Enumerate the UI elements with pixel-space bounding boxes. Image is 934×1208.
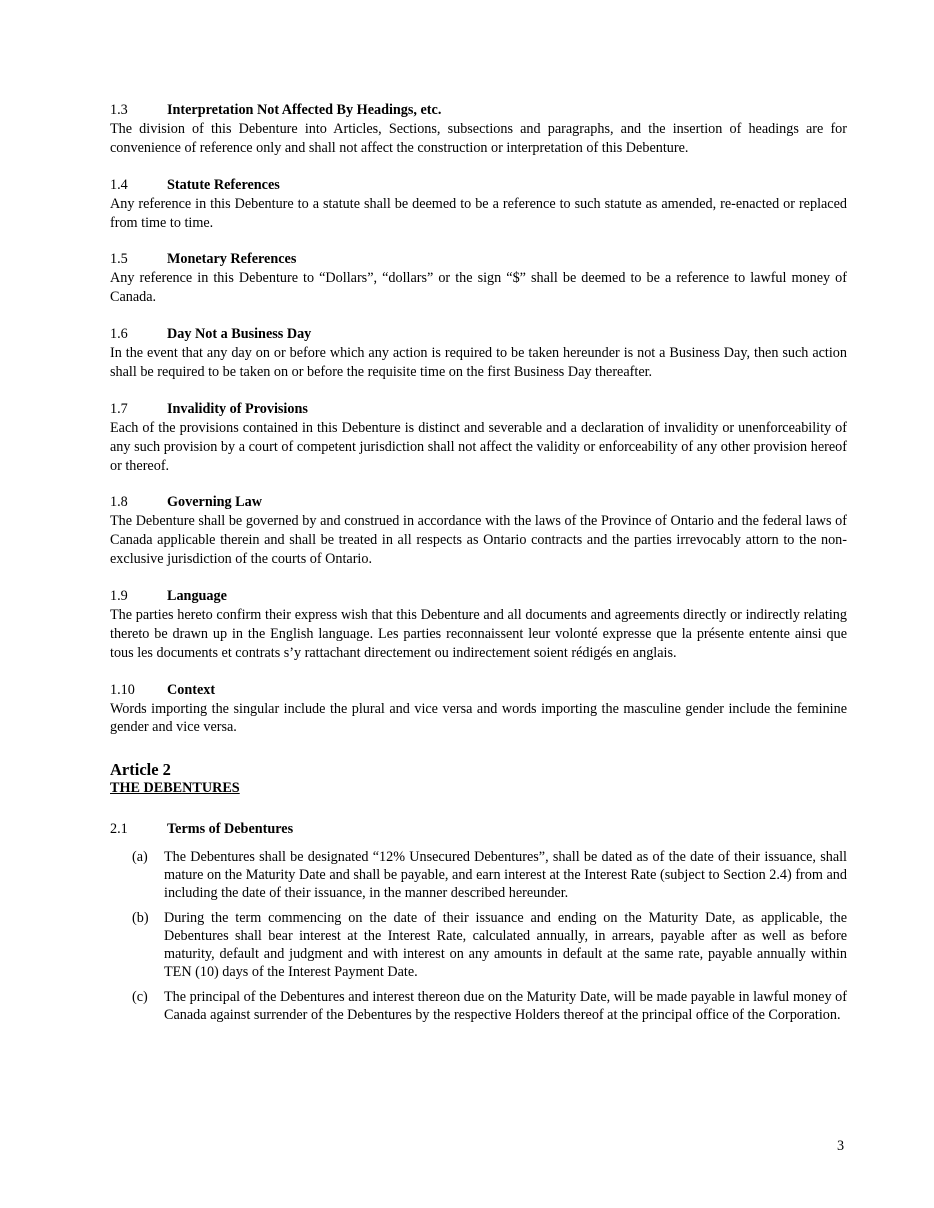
section-2-1: [110, 820, 847, 1024]
section-1-9: [110, 587, 847, 663]
section-number: 1.6: [110, 326, 128, 343]
section-1-3: [110, 101, 847, 158]
list-item: [110, 909, 847, 981]
section-body: The Debenture shall be governed by and construed in accordance with the laws of the Province of Ontario and the federal laws of Canada applicable therein and shall be treated in all respects as Ontario contracts and the parties irrevocably attorn to the non-exclusive jurisdiction of the courts of Ontario.: [110, 513, 847, 568]
section-1-8: [110, 493, 847, 569]
section-heading: [110, 681, 847, 700]
section-heading: [110, 493, 847, 512]
list-item-label: (a): [132, 849, 148, 866]
section-body: The division of this Debenture into Articles, Sections, subsections and paragraphs, and the insertion of headings are for convenience of reference only and shall not affect the construction or interpretation of this Debenture.: [110, 120, 847, 156]
section-title: Language: [167, 588, 227, 605]
section-title: Terms of Debentures: [167, 821, 294, 838]
section-number: 1.4: [110, 176, 128, 193]
section-heading: [110, 250, 847, 269]
section-title: Invalidity of Provisions: [167, 400, 308, 417]
section-heading: [110, 587, 847, 606]
section-heading: [110, 820, 847, 839]
section-body: Any reference in this Debenture to a statute shall be deemed to be a reference to such statute as amended, re-enacted or replaced from time to time.: [110, 195, 847, 231]
section-heading: [110, 325, 847, 344]
section-1-7: [110, 400, 847, 476]
term-list: [110, 848, 847, 1024]
section-number: 1.9: [110, 588, 128, 605]
list-item: [110, 988, 847, 1024]
section-1-6: [110, 325, 847, 382]
section-heading: [110, 176, 847, 195]
section-title: Statute References: [167, 176, 280, 193]
document-page: [110, 101, 847, 1031]
section-1-4: [110, 176, 847, 233]
section-1-10: [110, 681, 847, 738]
section-body: The parties hereto confirm their express wish that this Debenture and all documents and agreements directly or indirectly relating thereto be drawn up in the English language. Les parties reconnaissent leur volonté expresse que la présente entente ainsi que tous les documents et contrats s’y rattachant directement ou indirectement soient rédigés en anglais.: [110, 606, 847, 661]
section-1-5: [110, 250, 847, 307]
article-heading: [110, 760, 847, 798]
list-item-label: (b): [132, 910, 149, 927]
section-number: 1.8: [110, 494, 128, 511]
section-title: Context: [167, 681, 216, 698]
list-item-text: The Debentures shall be designated “12% Unsecured Debentures”, shall be dated as of the date of their issuance, shall mature on the Maturity Date and shall be payable, and earn interest at the Interest Rate (subject to Section 2.4) from and including the date of their issuance, in the manner described hereunder.: [164, 849, 847, 902]
section-number: 1.3: [110, 102, 128, 118]
section-body: In the event that any day on or before which any action is required to be taken hereunder is not a Business Day, then such action shall be required to be taken on or before the requisite time on the first Business Day thereafter.: [110, 345, 847, 380]
list-item: [110, 848, 847, 902]
section-body: Words importing the singular include the plural and vice versa and words importing the masculine gender include the feminine gender and vice versa.: [110, 700, 847, 736]
section-heading: [110, 400, 847, 419]
section-body: Any reference in this Debenture to “Dollars”, “dollars” or the sign “$” shall be deemed to be a reference to lawful money of Canada.: [110, 270, 847, 306]
section-body: Each of the provisions contained in this Debenture is distinct and severable and a declaration of invalidity or unenforceability of any such provision by a court of competent jurisdiction shall not affect the validity or enforceability of any other provision hereof or thereof.: [110, 419, 847, 474]
page-number: 3: [837, 1138, 845, 1154]
section-title: Monetary References: [167, 251, 297, 268]
section-number: 2.1: [110, 821, 128, 838]
section-number: 1.7: [110, 400, 128, 417]
list-item-text: The principal of the Debentures and interest thereon due on the Maturity Date, will be made payable in lawful money of Canada against surrender of the Debentures by the respective Holders thereof at the principal office of the Corporation.: [164, 989, 847, 1024]
section-title: Day Not a Business Day: [167, 326, 312, 343]
article-subtitle: THE DEBENTURES: [110, 780, 240, 797]
section-title: Interpretation Not Affected By Headings, etc.: [167, 102, 442, 118]
section-title: Governing Law: [167, 494, 262, 511]
list-item-text: During the term commencing on the date of their issuance and ending on the Maturity Date, as applicable, the Debentures shall bear interest at the Interest Rate, calculated annually, in arrears, payable after as well as before maturity, default and judgment and with interest on any amounts in default at the same rate, payable annually within TEN (10) days of the Interest Payment Date.: [164, 910, 847, 981]
list-item-label: (c): [132, 989, 148, 1006]
section-number: 1.5: [110, 251, 128, 268]
section-number: 1.10: [110, 681, 135, 698]
article-title: Article 2: [110, 760, 171, 780]
section-heading: [110, 101, 847, 120]
